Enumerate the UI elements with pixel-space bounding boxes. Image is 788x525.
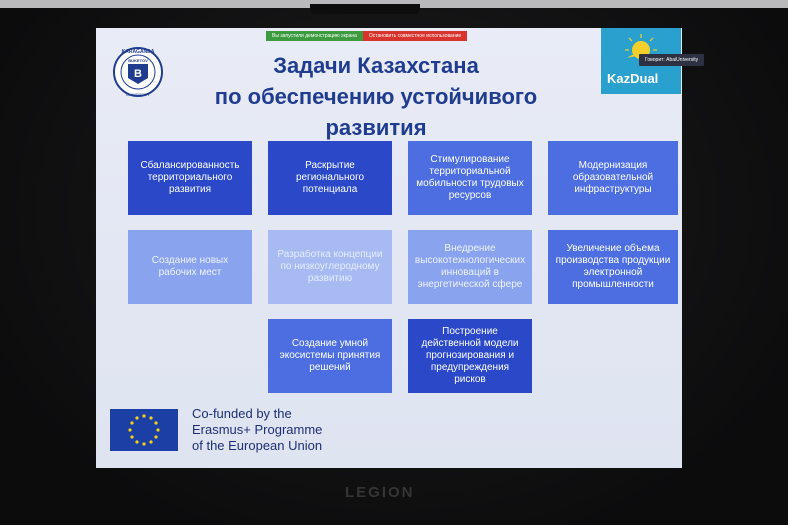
kazdual-label: KazDual bbox=[607, 71, 659, 86]
webcam-housing bbox=[310, 4, 420, 14]
share-status-text: Вы запустили демонстрацию экрана bbox=[266, 31, 363, 41]
logo-top-text: KARAGANDA bbox=[121, 49, 155, 55]
task-card-electronics-production: Увеличение объема производства продукции электронной промышленности bbox=[548, 230, 678, 304]
erasmus-line-2: Erasmus+ Programme bbox=[192, 422, 323, 437]
task-card-smart-ecosystem: Создание умной экосистемы принятия решений bbox=[268, 319, 392, 393]
task-card-balanced-development: Сбалансированность территориального развития bbox=[128, 141, 252, 215]
eu-flag-icon bbox=[110, 409, 178, 451]
presentation-screen bbox=[96, 28, 682, 468]
task-card-risk-model: Построение действенной модели прогнозирования и предупреждения рисков bbox=[408, 319, 532, 393]
task-card-labor-mobility: Стимулирование территориальной мобильности трудовых ресурсов bbox=[408, 141, 532, 215]
title-line-1: Задачи Казахстана bbox=[273, 53, 479, 78]
erasmus-cofunding-text bbox=[192, 406, 322, 454]
erasmus-line-1: Co-funded by the bbox=[192, 406, 292, 421]
title-line-3: развития bbox=[325, 115, 427, 140]
stop-share-button[interactable]: Остановить совместное использование bbox=[363, 31, 467, 41]
logo-middle-text: BUKETOV bbox=[128, 58, 148, 63]
active-speaker-indicator: Говорит: AbaiUniversity bbox=[639, 54, 704, 66]
task-card-energy-innovations: Внедрение высокотехнологических инноваций в энергетической сфере bbox=[408, 230, 532, 304]
task-card-new-jobs: Создание новых рабочих мест bbox=[128, 230, 252, 304]
erasmus-line-3: of the European Union bbox=[192, 438, 323, 453]
logo-letter: B bbox=[134, 68, 142, 80]
monitor-brand-label: LEGION bbox=[345, 484, 415, 501]
task-card-low-carbon-concept: Разработка концепции по низкоуглеродному развитию bbox=[268, 230, 392, 304]
slide-title bbox=[156, 50, 596, 143]
screen-share-bar bbox=[266, 31, 467, 41]
title-line-2: по обеспечению устойчивого bbox=[214, 84, 538, 109]
task-card-education-infrastructure: Модернизация образовательной инфраструктуры bbox=[548, 141, 678, 215]
task-card-regional-potential: Раскрытие регионального потенциала bbox=[268, 141, 392, 215]
logo-bottom-text: UNIVERSITY bbox=[125, 92, 151, 97]
